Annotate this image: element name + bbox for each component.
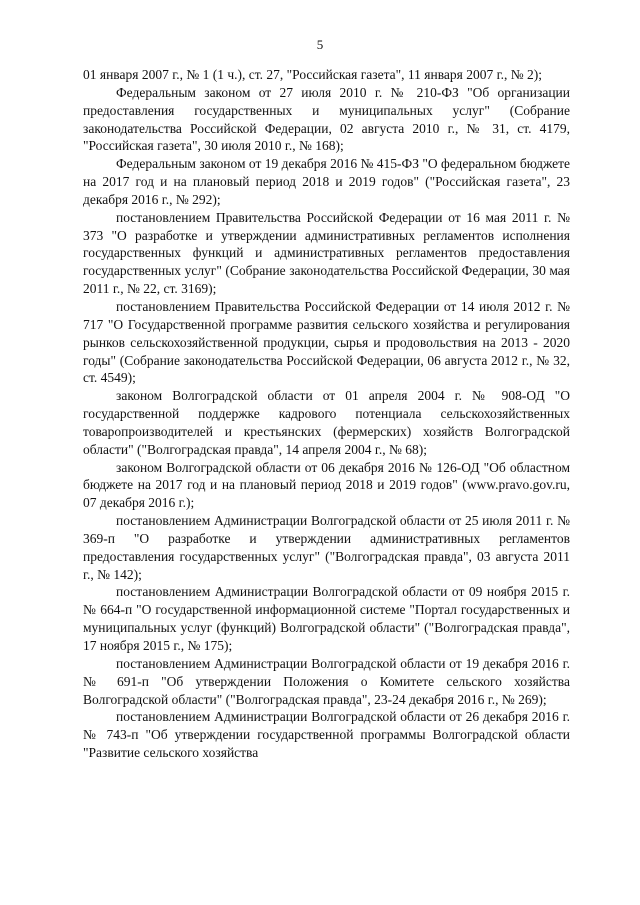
paragraph-government-decree-373: постановлением Правительства Российской Федерации от 16 мая 2011 г. № 373 "О разработке и утверждении административных регламентов исполнения государственных функций и административных регламентов предоставления государственных услуг" (Собрание законодательства Российской Федерации, 30 мая 2011 г., № 22, ст. 3169); bbox=[83, 209, 570, 297]
paragraph-federal-law-415: Федеральным законом от 19 декабря 2016 № 415-ФЗ "О федеральном бюджете на 2017 год и на плановый период 2018 и 2019 годов" ("Российская газета", 23 декабря 2016 г., № 292); bbox=[83, 156, 570, 207]
paragraph-administration-decree-691: постановлением Администрации Волгоградской области от 19 декабря 2016 г. № 691-п "Об утверждении Положения о Комитете сельского хозяйства Волгоградской области" ("Волгоградская правда", 23-24 декабря 2016 г., № 269); bbox=[83, 655, 570, 707]
paragraph-administration-decree-743: постановлением Администрации Волгоградской области от 26 декабря 2016 г. № 743-п "Об утверждении государственной программы Волгоградской области "Развитие сельского хозяйства bbox=[83, 709, 570, 761]
paragraph-administration-decree-369: постановлением Администрации Волгоградской области от 25 июля 2011 г. № 369-п "О разработке и утверждении административных регламентов предоставления государственных услуг" ("Волгоградская правда", 03 августа 2011 г., № 142); bbox=[83, 513, 570, 582]
paragraph-administration-decree-664: постановлением Администрации Волгоградской области от 09 ноября 2015 г. № 664-п "О государственной информационной системе "Портал государственных и муниципальных услуг (функций) Волгоградской области" ("Волгоградская правда", 17 ноября 2015 г., № 175); bbox=[83, 584, 570, 653]
document-body bbox=[83, 66, 570, 762]
paragraph-continuation: 01 января 2007 г., № 1 (1 ч.), ст. 27, "Российская газета", 11 января 2007 г., № 2); bbox=[83, 67, 543, 82]
paragraph-regional-law-126: законом Волгоградской области от 06 декабря 2016 № 126-ОД "Об областном бюджете на 2017 год и на плановый период 2018 и 2019 годов" (www.pravo.gov.ru, 07 декабря 2016 г.); bbox=[83, 459, 570, 511]
paragraph-government-decree-717: постановлением Правительства Российской Федерации от 14 июля 2012 г. № 717 "О Государственной программе развития сельского хозяйства и регулирования рынков сельскохозяйственной продукции, сырья и продовольствия на 2013 - 2020 годы" (Собрание законодательства Российской Федерации, 06 августа 2012 г., № 32, ст. 4549); bbox=[83, 298, 570, 386]
page-number: 5 bbox=[316, 37, 324, 52]
paragraph-federal-law-210: Федеральным законом от 27 июля 2010 г. № 210-ФЗ "Об организации предоставления государственных и муниципальных услуг" (Собрание законодательства Российской Федерации, 02 августа 2010 г., № 31, ст. 4179, "Российская газета", 30 июля 2010 г., № 168); bbox=[83, 84, 570, 154]
paragraph-regional-law-908: законом Волгоградской области от 01 апреля 2004 г. № 908-ОД "О государственной поддержке кадрового потенциала сельскохозяйственных товаропроизводителей и крестьянских (фермерских) хозяйств Волгоградской области" ("Волгоградская правда", 14 апреля 2004 г., № 68); bbox=[83, 388, 570, 457]
